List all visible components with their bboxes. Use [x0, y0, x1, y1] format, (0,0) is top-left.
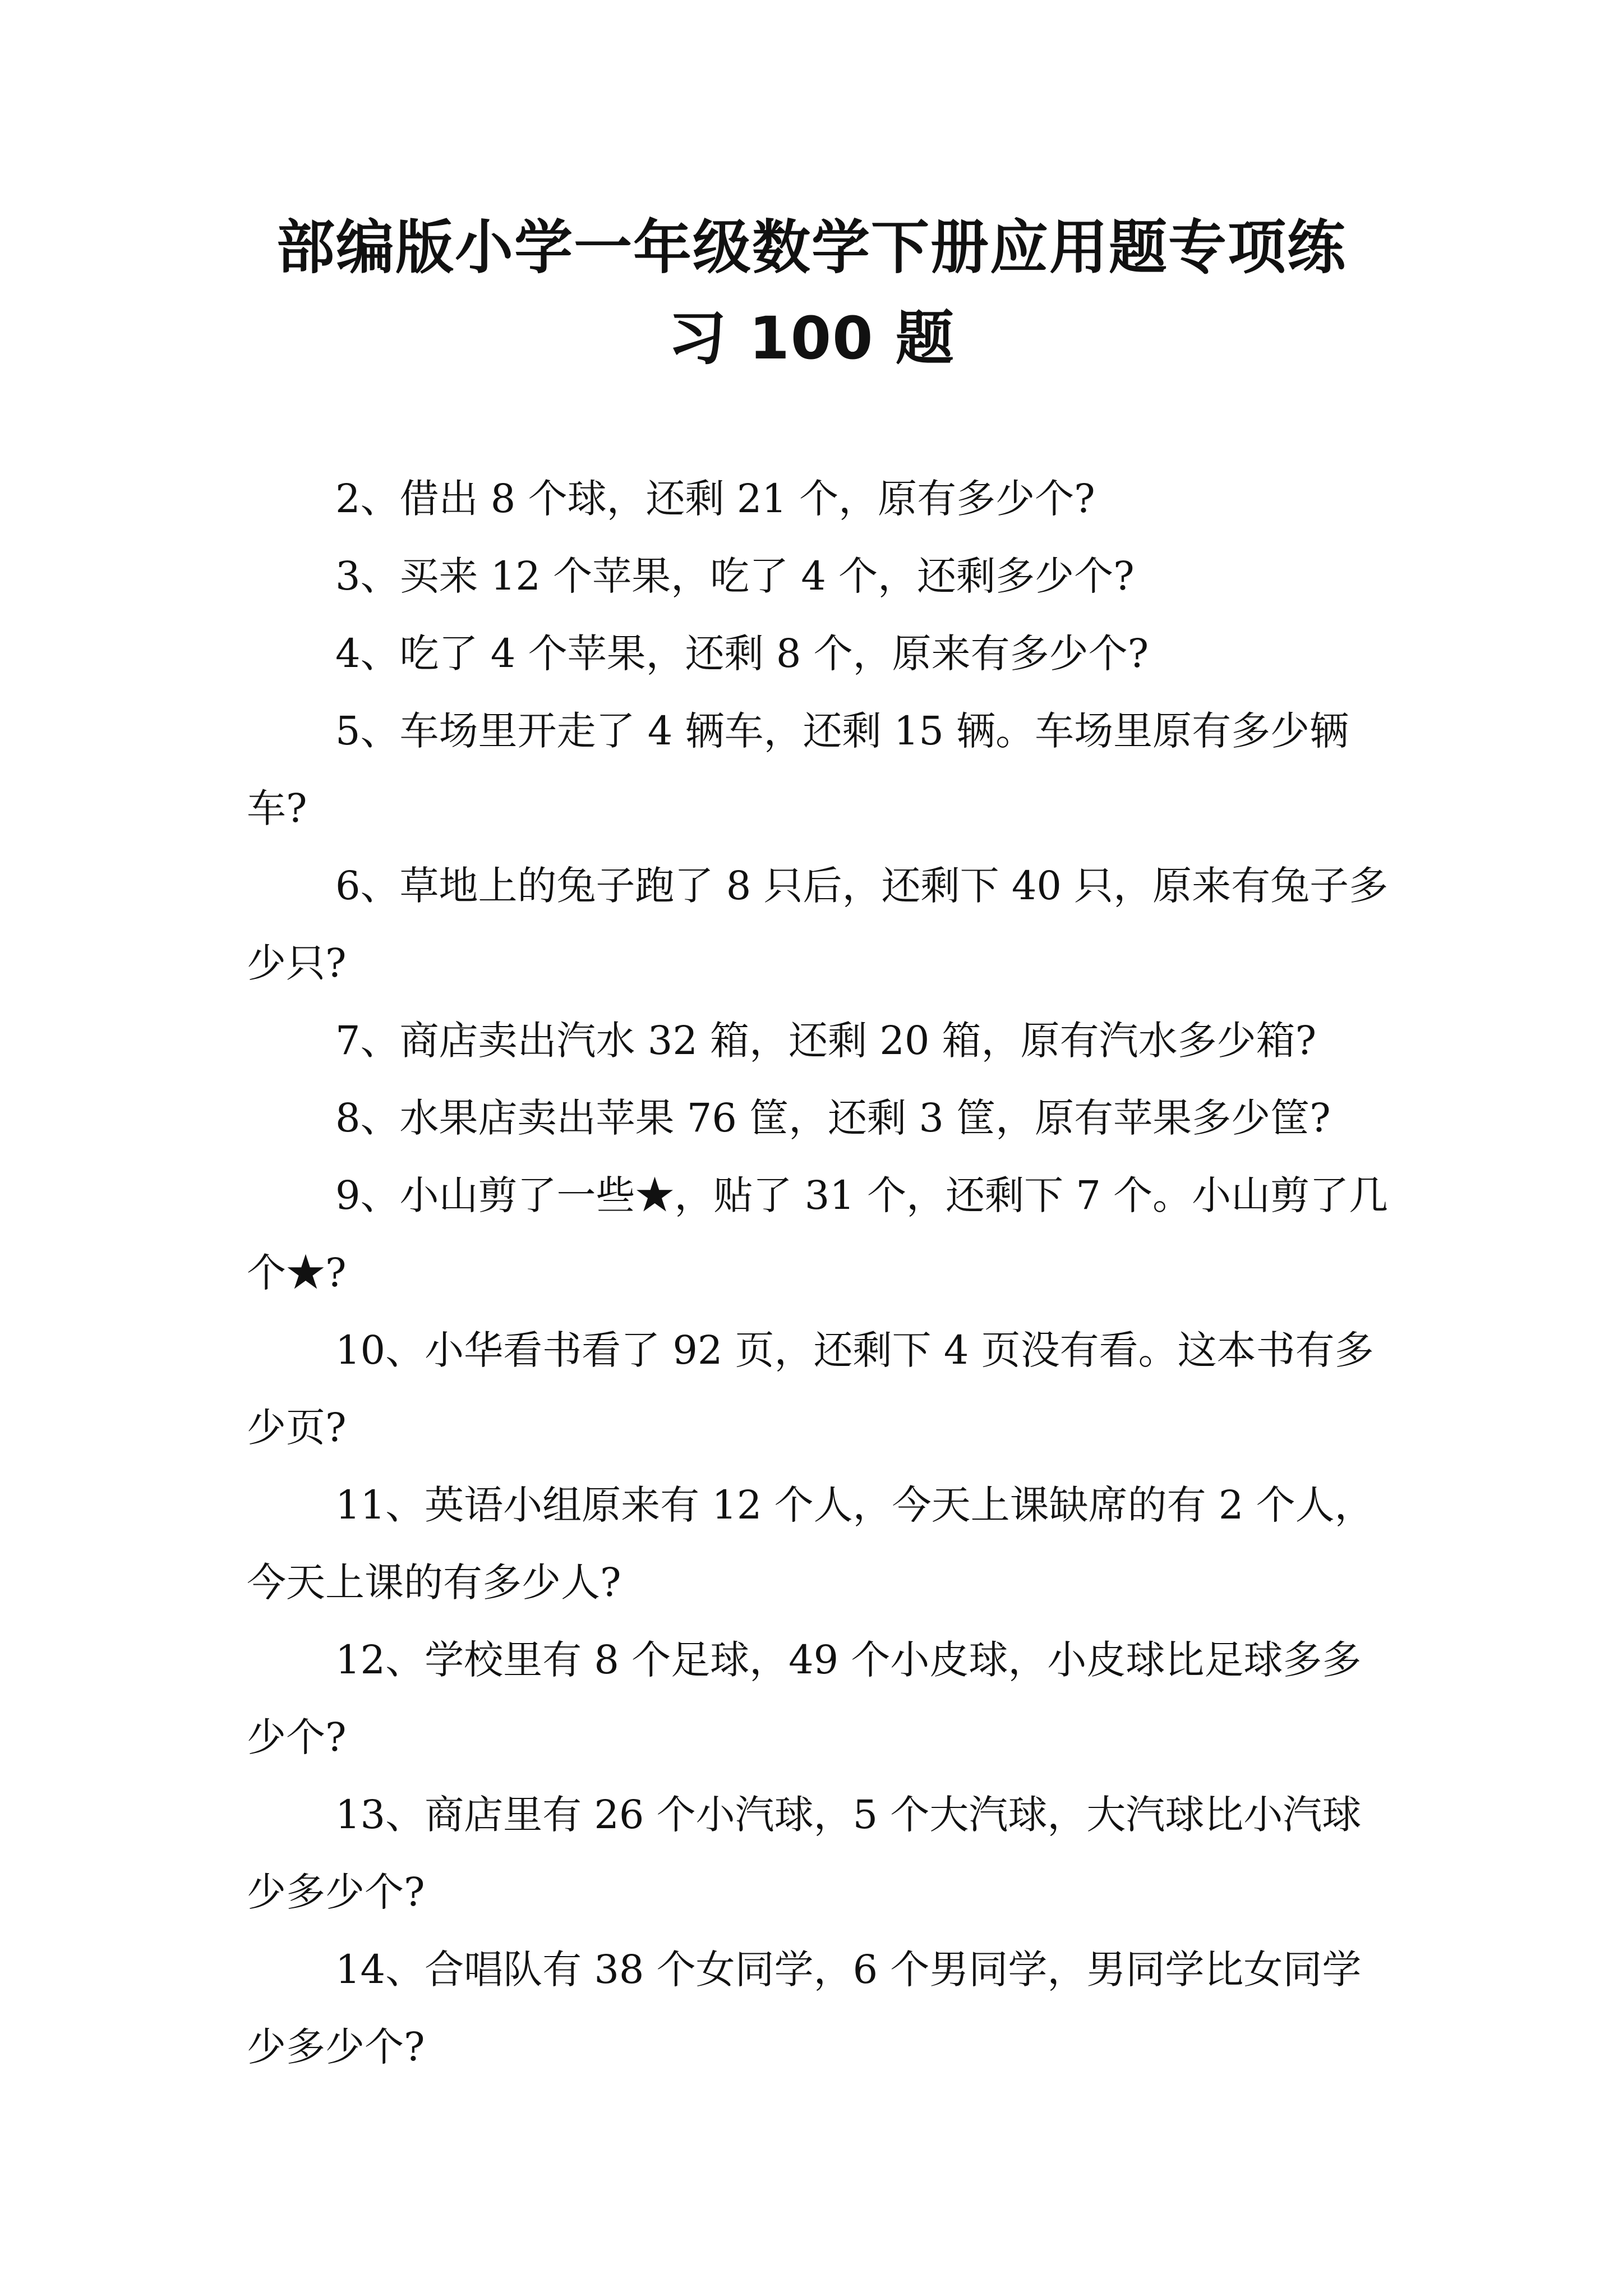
question-item: 13、商店里有 26 个小汽球，5 个大汽球，大汽球比小汽球少多少个? — [247, 1792, 1362, 1915]
question-item: 8、水果店卖出苹果 76 筐，还剩 3 筐，原有苹果多少筐? — [335, 1095, 1331, 1141]
question-item: 10、小华看书看了 92 页，还剩下 4 页没有看。这本书有多少页? — [247, 1327, 1374, 1451]
question-list — [247, 460, 1391, 2086]
title-line-1: 部编版小学一年级数学下册应用题专项练 — [276, 213, 1347, 282]
question-item: 7、商店卖出汽水 32 箱，还剩 20 箱，原有汽水多少箱? — [335, 1018, 1317, 1064]
question-item: 9、小山剪了一些★，贴了 31 个，还剩下 7 个。小山剪了几个★? — [247, 1172, 1389, 1296]
question-item: 14、合唱队有 38 个女同学，6 个男同学，男同学比女同学少多少个? — [247, 1947, 1362, 2070]
question-item: 2、借出 8 个球，还剩 21 个，原有多少个? — [335, 476, 1095, 522]
question-item: 11、英语小组原来有 12 个人，今天上课缺席的有 2 个人，今天上课的有多少人? — [247, 1482, 1374, 1605]
question-item: 6、草地上的兔子跑了 8 只后，还剩下 40 只，原来有兔子多少只? — [247, 863, 1389, 986]
question-item: 12、学校里有 8 个足球，49 个小皮球，小皮球比足球多多少个? — [247, 1637, 1362, 1760]
document-title — [168, 202, 1455, 384]
title-line-2: 习 100 题 — [668, 304, 955, 372]
question-item: 3、买来 12 个苹果，吃了 4 个，还剩多少个? — [335, 553, 1135, 599]
question-item: 4、吃了 4 个苹果，还剩 8 个，原来有多少个? — [335, 631, 1149, 677]
question-item: 5、车场里开走了 4 辆车，还剩 15 辆。车场里原有多少辆车? — [247, 708, 1349, 831]
